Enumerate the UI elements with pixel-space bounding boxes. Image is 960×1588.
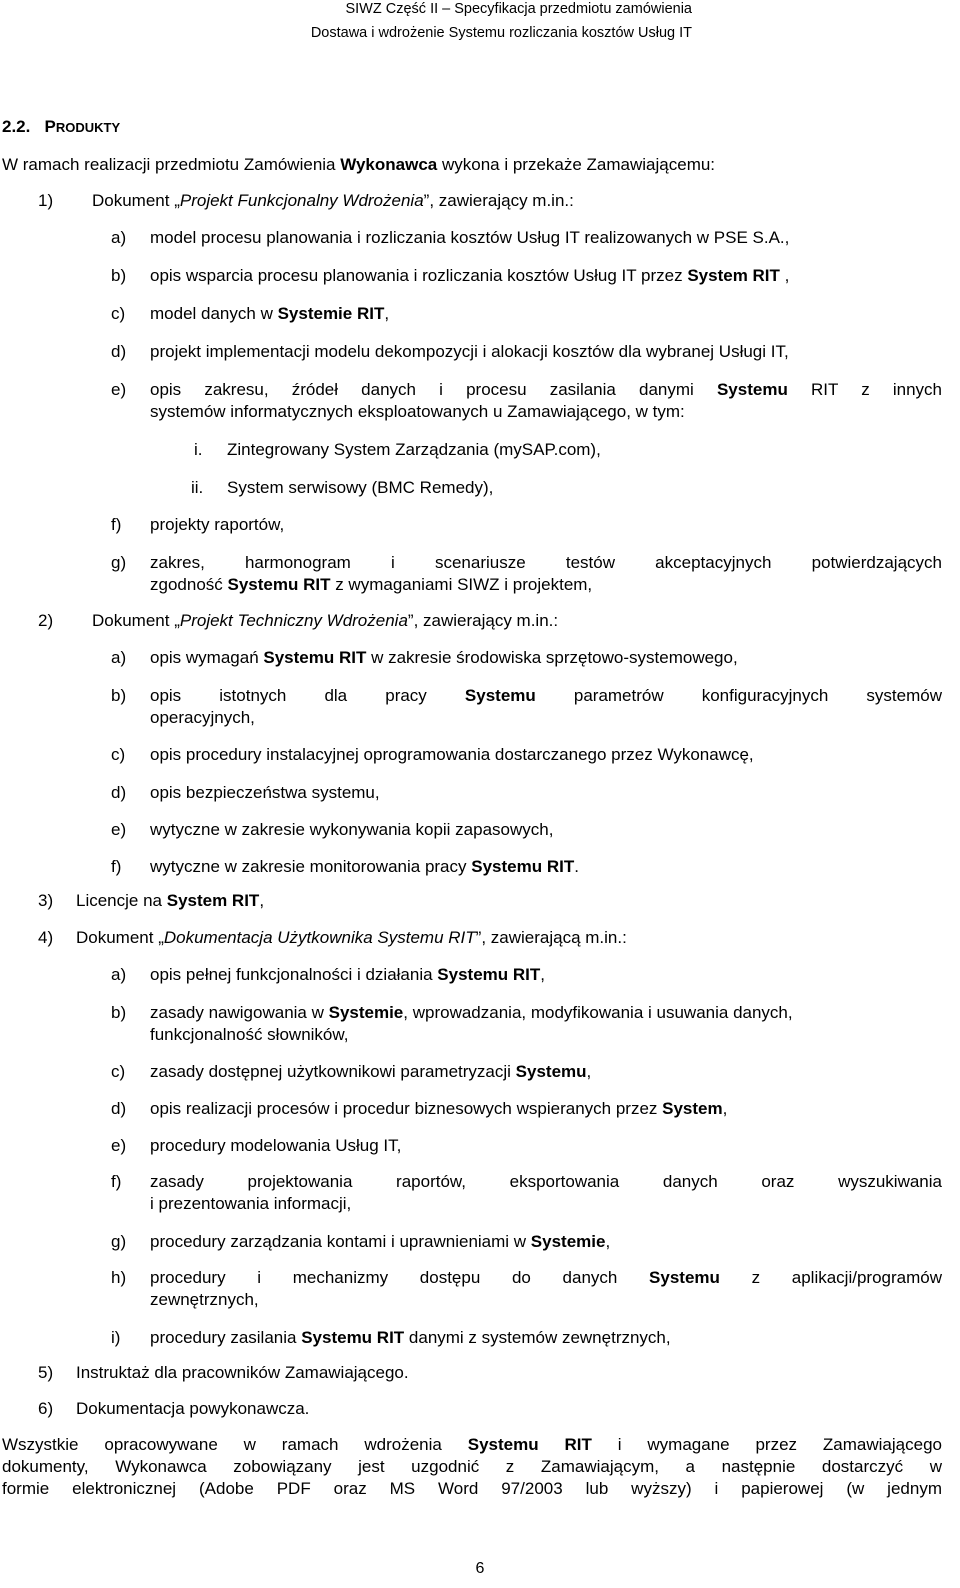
item-2d-label: d) (111, 783, 127, 802)
item-4h-label: h) (111, 1268, 127, 1287)
page-number: 6 (475, 1560, 485, 1577)
item-2f-label: f) (111, 857, 122, 876)
item-4b-label: b) (111, 1003, 127, 1022)
item-4f-line-2: i prezentowania informacji, (150, 1194, 352, 1213)
item-3-num: 3) (38, 891, 54, 910)
item-4f-line-1: zasady projektowania raportów, eksportowania danych oraz wyszukiwania (150, 1172, 942, 1191)
item-2a-label: a) (111, 648, 127, 667)
closing-line-1: Wszystkie opracowywane w ramach wdrożenia Systemu RIT i wymagane przez Zamawiającego (2, 1435, 942, 1454)
item-1g-line-2: zgodność Systemu RIT z wymaganiami SIWZ i projektem, (150, 575, 593, 594)
item-4b-line-1: zasady nawigowania w Systemie, wprowadzania, modyfikowania i usuwania danych, (150, 1003, 793, 1022)
item-1e-line-1: opis zakresu, źródeł danych i procesu zasilania danymi Systemu RIT z innych (150, 380, 943, 399)
item-1a-label: a) (111, 228, 127, 247)
item-4f-label: f) (111, 1172, 122, 1191)
header-line-2: Dostawa i wdrożenie Systemu rozliczania kosztów Usług IT (310, 25, 692, 41)
closing-line-2: dokumenty, Wykonawca zobowiązany jest uzgodnić z Zamawiającym, a następnie dostarczyć w (2, 1457, 942, 1476)
item-4d-text: opis realizacji procesów i procedur biznesowych wspieranych przez System, (150, 1099, 728, 1118)
item-4i-text: procedury zasilania Systemu RIT danymi z systemów zewnętrznych, (150, 1328, 671, 1347)
item-1f-label: f) (111, 515, 122, 534)
item-2-heading: Dokument „Projekt Techniczny Wdrożenia”, zawierający m.in.: (92, 611, 559, 630)
item-1-heading: Dokument „Projekt Funkcjonalny Wdrożenia”, zawierający m.in.: (92, 191, 574, 210)
item-2e-text: wytyczne w zakresie wykonywania kopii zapasowych, (150, 820, 554, 839)
item-1e-label: e) (111, 380, 127, 399)
item-2c-label: c) (111, 745, 126, 764)
item-1-num: 1) (38, 191, 54, 210)
item-1e-line-2: systemów informatycznych eksploatowanych u Zamawiającego, w tym: (150, 402, 685, 421)
item-1e-i-label: i. (194, 440, 203, 459)
item-4-num: 4) (38, 928, 54, 947)
item-1e-ii-text: System serwisowy (BMC Remedy), (227, 478, 494, 497)
item-4c-text: zasady dostępnej użytkownikowi parametryzacji Systemu, (150, 1062, 592, 1081)
item-2b-line-2: operacyjnych, (150, 708, 255, 727)
item-2a-text: opis wymagań Systemu RIT w zakresie środowiska sprzętowo-systemowego, (150, 648, 738, 667)
item-2b-line-1: opis istotnych dla pracy Systemu parametrów konfiguracyjnych systemów (150, 686, 943, 705)
item-1b-text: opis wsparcia procesu planowania i rozliczania kosztów Usług IT przez System RIT , (150, 266, 790, 285)
item-4c-label: c) (111, 1062, 126, 1081)
item-1f-text: projekty raportów, (150, 515, 285, 534)
item-2-num: 2) (38, 611, 54, 630)
item-1b-label: b) (111, 266, 127, 285)
item-2e-label: e) (111, 820, 127, 839)
item-4g-text: procedury zarządzania kontami i uprawnieniami w Systemie, (150, 1232, 611, 1251)
item-2d-text: opis bezpieczeństwa systemu, (150, 783, 380, 802)
item-4h-line-2: zewnętrznych, (150, 1290, 259, 1309)
item-6-num: 6) (38, 1399, 54, 1418)
item-1a-text: model procesu planowania i rozliczania kosztów Usług IT realizowanych w PSE S.A., (150, 228, 790, 247)
item-4a-label: a) (111, 965, 127, 984)
item-4b-line-2: funkcjonalność słowników, (150, 1025, 349, 1044)
section-number: 2.2. (2, 117, 31, 136)
item-1c-label: c) (111, 304, 126, 323)
item-1g-line-1: zakres, harmonogram i scenariusze testów akceptacyjnych potwierdzających (150, 553, 942, 572)
item-1d-text: projekt implementacji modelu dekompozycji i alokacji kosztów dla wybranej Usługi IT, (150, 342, 789, 361)
item-6-text: Dokumentacja powykonawcza. (76, 1399, 310, 1418)
item-1g-label: g) (111, 553, 127, 572)
item-5-num: 5) (38, 1363, 54, 1382)
closing-line-3: formie elektronicznej (Adobe PDF oraz MS Word 97/2003 lub wyższy) i papierowej (w jednym (2, 1479, 942, 1498)
item-4e-label: e) (111, 1136, 127, 1155)
item-1d-label: d) (111, 342, 127, 361)
item-4e-text: procedury modelowania Usług IT, (150, 1136, 402, 1155)
item-5-text: Instruktaż dla pracowników Zamawiającego. (76, 1363, 409, 1382)
item-4-heading: Dokument „Dokumentacja Użytkownika Systemu RIT”, zawierającą m.in.: (76, 928, 627, 947)
item-3-text: Licencje na System RIT, (76, 891, 265, 910)
item-4h-line-1: procedury i mechanizmy dostępu do danych Systemu z aplikacji/programów (150, 1268, 942, 1287)
section-title: PRODUKTY (44, 117, 121, 136)
header-line-1: SIWZ Część II – Specyfikacja przedmiotu zamówienia (345, 1, 692, 17)
intro-paragraph: W ramach realizacji przedmiotu Zamówienia Wykonawca wykona i przekaże Zamawiającemu: (2, 155, 716, 174)
item-2b-label: b) (111, 686, 127, 705)
item-4g-label: g) (111, 1232, 127, 1251)
item-4a-text: opis pełnej funkcjonalności i działania Systemu RIT, (150, 965, 546, 984)
item-1e-ii-label: ii. (191, 478, 204, 497)
item-2f-text: wytyczne w zakresie monitorowania pracy Systemu RIT. (150, 857, 579, 876)
item-1e-i-text: Zintegrowany System Zarządzania (mySAP.com), (227, 440, 601, 459)
item-4i-label: i) (111, 1328, 121, 1347)
item-1c-text: model danych w Systemie RIT, (150, 304, 390, 323)
section-heading (2, 116, 120, 139)
item-2c-text: opis procedury instalacyjnej oprogramowania dostarczanego przez Wykonawcę, (150, 745, 754, 764)
item-4d-label: d) (111, 1099, 127, 1118)
